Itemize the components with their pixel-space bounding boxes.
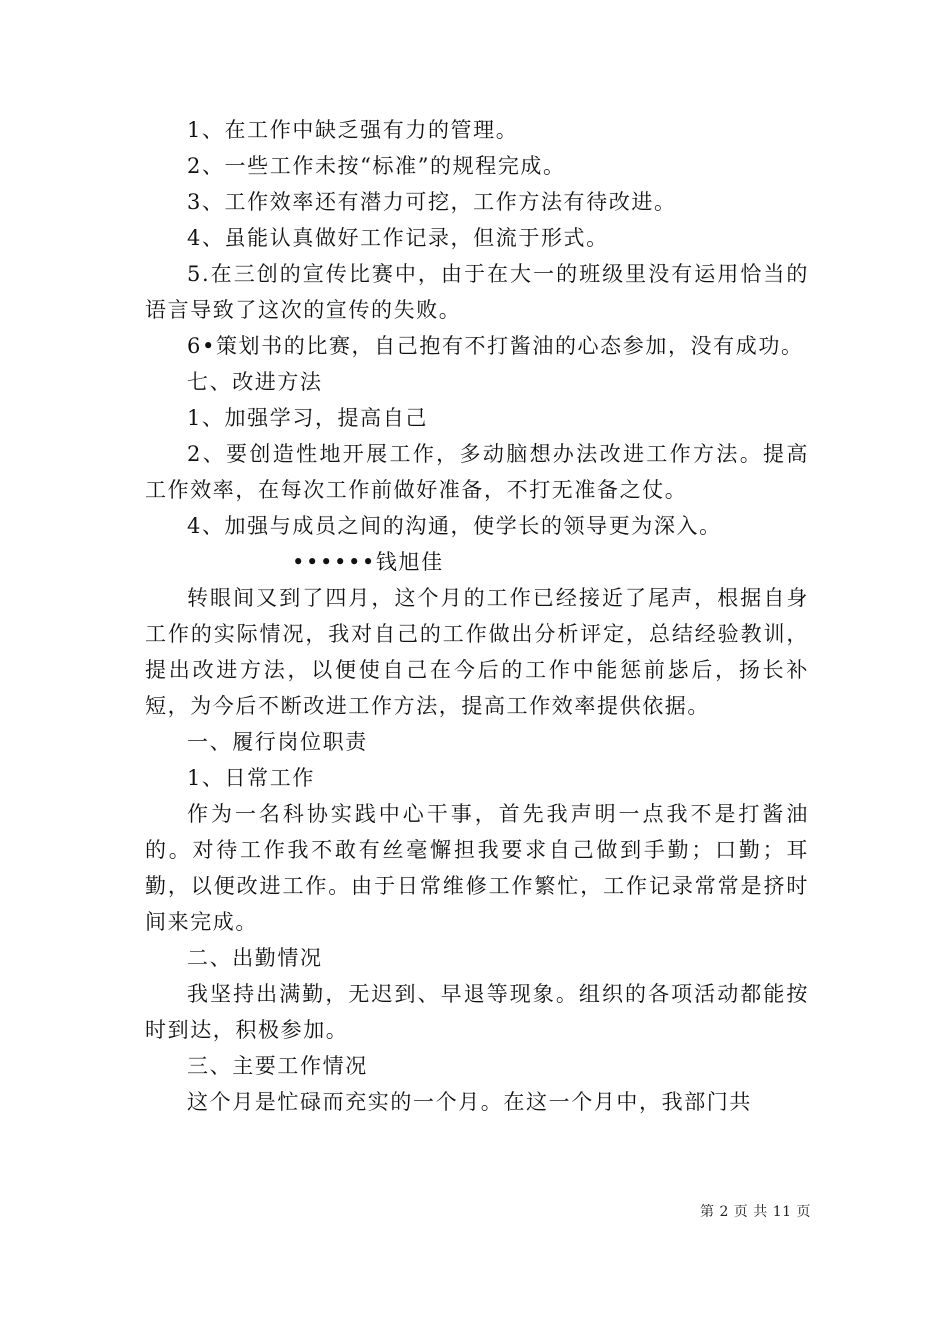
section-heading-main-work: 三、主要工作情况: [187, 1054, 368, 1078]
section-heading-improvement: 七、改进方法: [187, 370, 323, 394]
paragraph-improvement-4: 4、加强与成员之间的沟通，使学长的领导更为深入。: [187, 514, 722, 538]
paragraph-improvement-2: 2、要创造性地开展工作，多动脑想办法改进工作方法。提高工作效率，在每次工作前做好准备，不打无准备之仗。: [145, 442, 809, 502]
subheading-daily-work: 1、日常工作: [187, 766, 315, 790]
document-body: [145, 112, 809, 1120]
paragraph-attendance: 我坚持出满勤，无迟到、早退等现象。组织的各项活动都能按时到达，积极参加。: [145, 982, 809, 1042]
paragraph-improvement-1: 1、加强学习，提高自己: [187, 406, 428, 430]
paragraph-intro: 转眼间又到了四月，这个月的工作已经接近了尾声，根据自身工作的实际情况，我对自己的工作做出分析评定，总结经验教训，提出改进方法，以便使自己在今后的工作中能惩前毖后，扬长补短，为今后不断改进工作方法，提高工作效率提供依据。: [145, 586, 809, 718]
paragraph-daily-work: 作为一名科协实践中心干事，首先我声明一点我不是打酱油的。对待工作我不敢有丝毫懈担我要求自己做到手勤；口勤；耳勤，以便改进工作。由于日常维修工作繁忙，工作记录常常是挤时间来完成。: [145, 802, 809, 934]
paragraph-main-work: 这个月是忙碌而充实的一个月。在这一个月中，我部门共: [187, 1090, 752, 1114]
paragraph-problem-1: 1、在工作中缺乏强有力的管理。: [187, 118, 519, 142]
section-heading-duties: 一、履行岗位职责: [187, 730, 368, 754]
paragraph-problem-6: 6•策划书的比赛，自己抱有不打酱油的心态参加，没有成功。: [187, 334, 804, 358]
paragraph-problem-2: 2、一些工作未按“标准”的规程完成。: [187, 154, 566, 178]
paragraph-problem-5: 5.在三创的宣传比赛中，由于在大一的班级里没有运用恰当的语言导致了这次的宣传的失败。: [145, 262, 809, 322]
paragraph-problem-4: 4、虽能认真做好工作记录，但流于形式。: [187, 226, 609, 250]
paragraph-problem-3: 3、工作效率还有潜力可挖，工作方法有待改进。: [187, 190, 677, 214]
page-number: 第 2 页 共 11 页: [700, 1204, 811, 1220]
section-heading-attendance: 二、出勤情况: [187, 946, 323, 970]
author-signature: ••••••钱旭佳: [292, 550, 444, 574]
